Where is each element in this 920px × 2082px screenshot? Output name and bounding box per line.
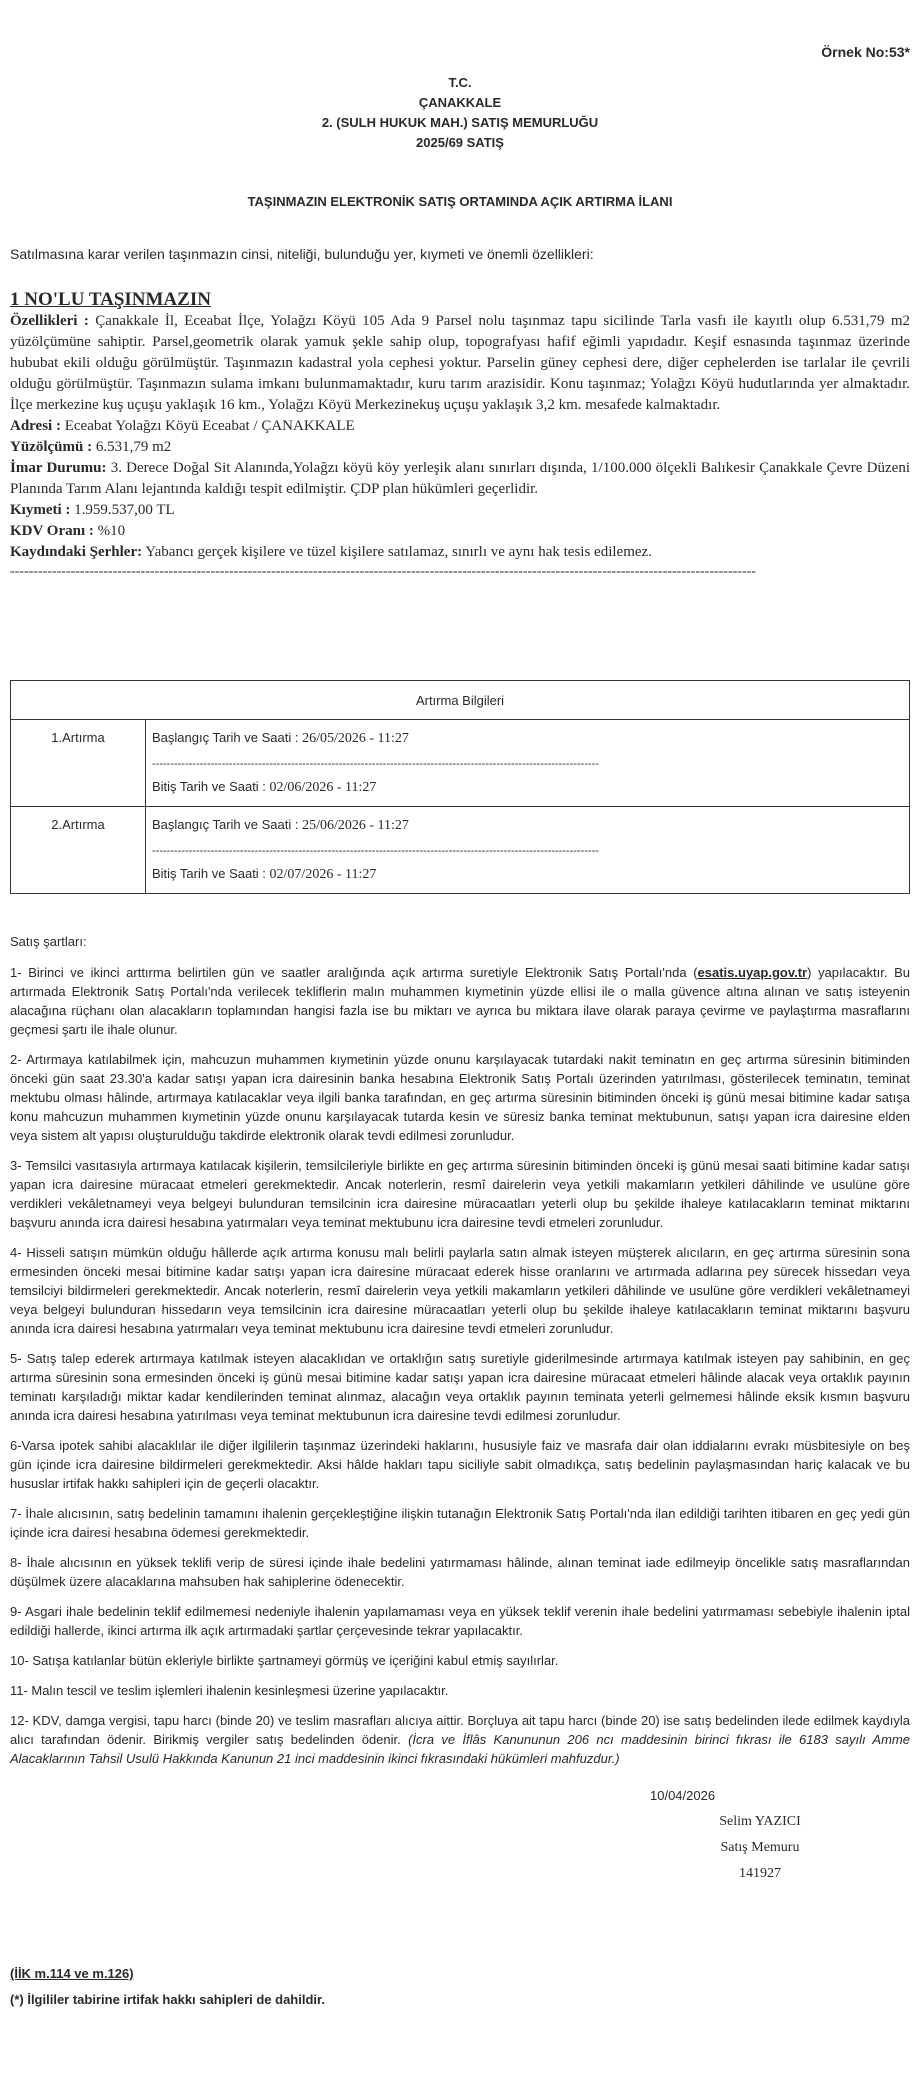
restrictions-label: Kaydındaki Şerhler: bbox=[10, 544, 143, 560]
document-header bbox=[10, 73, 910, 153]
header-line-city: ÇANAKKALE bbox=[418, 95, 502, 110]
term-2: 2- Artırmaya katılabilmek için, mahcuzun muhammen kıymetinin yüzde onunu karşılayacak tutardaki nakit teminatın en geç artırma süresinin bitiminden önceki gün saat 23.30'a kadar satışı yapan icra dairesinin banka hesabına Elektronik Satış Portalı üzerinden yatırılması, gösterilecek teminatın, teminat mektubu olması hâlinde, artırmaya katılacaklar veya ilgili banka tarafından, en geç artırma süresinin bitiminden önceki iş günü mesai bitimine kadar satışa konu mahcuzun muhammen kıymetinin yüzde onunu karşılayacak tutarda kesin ve süresiz banka teminat mektubunun, satışı yapan icra dairesine elden veya sistem alt yapısı oluşturulduğu takdirde elektronik olarak tevdi edilmesi zorunludur. bbox=[10, 1052, 910, 1143]
zoning-text: 3. Derece Doğal Sit Alanında,Yolağzı köyü köy yerleşik alanı sınırları dışında, 1/100.000 ölçekli Balıkesir Çanakkale Çevre Düzeni Planında Tarım Alanı lejantında kaldığı tespit edilmiştir. ÇDP plan hükümleri geçerlidir. bbox=[10, 460, 911, 497]
address-label: Adresi : bbox=[10, 418, 61, 434]
property-restrictions bbox=[10, 542, 910, 563]
vat-text: %10 bbox=[93, 523, 126, 539]
header-line-office: 2. (SULH HUKUK MAH.) SATIŞ MEMURLUĞU bbox=[321, 115, 599, 130]
restrictions-text: Yabancı gerçek kişilere ve tüzel kişilere satılamaz, sınırlı ve aynı hak tesis edilemez. bbox=[142, 544, 652, 560]
property-section bbox=[10, 289, 910, 581]
term-1: 1- Birinci ve ikinci arttırma belirtilen gün ve saatler aralığında açık artırma suretiyle Elektronik Satış Portalı'nda (esatis.uyap.gov.tr) yapılacaktır. Bu artırmada Elektronik Satış Portalı'nda verilecek tekliflerin malın muhammen kıymetinin yüzde ellisi ile o malla güvence altına alınan ve satış isteyenin alacağına rüçhanı olan alacakların toplamından hangisi fazla ise bu miktarı ve ayrıca bu miktara ilave olarak paraya çevirme ve paylaştırma masraflarını geçmesi şartı ile ihale olunur. bbox=[10, 965, 910, 1037]
auction-start-value: 26/05/2026 - 11:27 bbox=[302, 731, 409, 746]
auction-round-dates bbox=[146, 807, 910, 894]
zoning-label: İmar Durumu: bbox=[10, 460, 107, 476]
header-line-file-no: 2025/69 SATIŞ bbox=[416, 135, 504, 150]
auction-separator: -------------------------------------------------------------------------------------------------------------------------- bbox=[152, 845, 599, 857]
law-reference: (İİK m.114 ve m.126) bbox=[10, 1966, 134, 1981]
auction-start-value: 25/06/2026 - 11:27 bbox=[302, 818, 409, 833]
footnote: (*) İlgililer tabirine irtifak hakkı sahipleri de dahildir. bbox=[10, 1992, 325, 2007]
property-address bbox=[10, 416, 910, 437]
term-5: 5- Satış talep ederek artırmaya katılmak isteyen alacaklıdan ve ortaklığın satış suretiyle giderilmesinde artırmaya katılmak isteyen pay sahibinin, en geç artırma süresinin sona ermesinden önceki iş günü mesai bitimine kadar satışı yapan icra dairesine müracaat etmeleri hâlinde alacak veya ortaklık payının teminatı karşıladığı miktar kadar kendilerinden teminat alınmaz, alacağın veya ortaklık payının teminata yeterli gelmemesi hâlinde eksik kısmın başvuru anında icra dairesi hesabına yatırılması veya teminat mektubunun icra dairesine tevdi edilmesi zorunludur. bbox=[10, 1351, 910, 1423]
auction-end-value: 02/06/2026 - 11:27 bbox=[269, 780, 377, 795]
term-6: 6-Varsa ipotek sahibi alacaklılar ile diğer ilgililerin taşınmaz üzerindeki haklarını, hususiyle faiz ve masrafa dair olan iddialarını evrakı müsbitesiyle on beş gün içinde icra dairesine bildirmeleri gerekmektedir. Aksi hâlde hakları tapu siciliyle sabit olmadıkça, satış bedelinin paylaşmasından hariç kalacak ve bu hususlar irtifak hakkı sahipleri için de geçerli olacaktır. bbox=[10, 1438, 910, 1491]
vat-label: KDV Oranı : bbox=[10, 523, 94, 539]
intro-text: Satılmasına karar verilen taşınmazın cinsi, niteliği, bulunduğu yer, kıymeti ve önemli özellikleri: bbox=[10, 246, 594, 262]
document-date: 10/04/2026 bbox=[650, 1788, 716, 1803]
auction-round-row bbox=[11, 807, 910, 894]
address-text: Eceabat Yolağzı Köyü Eceabat / ÇANAKKALE bbox=[60, 418, 355, 434]
auction-end: Bitiş Tarih ve Saati : 02/07/2026 - 11:27 bbox=[152, 866, 377, 882]
term-7: 7- İhale alıcısının, satış bedelinin tamamını ihalenin gerçekleştiğine ilişkin tutanağın Elektronik Satış Portalı'nda ilan edildiği tarihten itibaren en geç yedi gün içinde icra dairesi hesabına ödemesi gerekmektedir. bbox=[10, 1506, 910, 1540]
term-8: 8- İhale alıcısının en yüksek teklifi verip de süresi içinde ihale bedelini yatırmaması hâlinde, alınan teminat iade edilmeyip öncelikle satış masraflarından düşülmek üzere alacaklarına mahsuben hak sahiplerine ödenecektir. bbox=[10, 1555, 910, 1589]
area-text: 6.531,79 m2 bbox=[92, 439, 172, 455]
term-12: 12- KDV, damga vergisi, tapu harcı (binde 20) ve teslim masrafları alıcıya aittir. Borçluya ait tapu harcı (binde 20) ise satış bedelinden ilede edilmek kaydıyla alıcı tarafından ödenir. Birikmiş vergiler satış bedelinden ödenir. (İcra ve İflâs Kanununun 206 ncı maddesinin birinci fıkrası ile 6183 sayılı Amme Alacaklarının Tahsil Usulü Hakkında Kanunun 21 inci maddesinin ikinci fıkrasındaki hükümleri mahfuzdur.) bbox=[10, 1713, 910, 1766]
property-vat bbox=[10, 521, 910, 542]
officer-id: 141927 bbox=[739, 1866, 781, 1881]
auction-separator: -------------------------------------------------------------------------------------------------------------------------- bbox=[152, 758, 599, 770]
property-heading: 1 NO'LU TAŞINMAZIN bbox=[10, 289, 211, 310]
sample-number: Örnek No:53* bbox=[821, 44, 910, 60]
value-text: 1.959.537,00 TL bbox=[70, 502, 175, 518]
auction-info-table bbox=[10, 680, 910, 894]
term-9: 9- Asgari ihale bedelinin teklif edilmemesi nedeniyle ihalenin yapılamaması veya en yüksek teklif verenin ihale bedelini yatırmaması sebebiyle ihalenin iptal edildiği hallerde, ikinci artırma ilk açık artırmadaki şartlar çerçevesinde tekrar yapılacaktır. bbox=[10, 1604, 910, 1638]
officer-title: Satış Memuru bbox=[720, 1840, 800, 1855]
auction-round-row bbox=[11, 720, 910, 807]
auction-round-label: 1.Artırma bbox=[11, 720, 146, 807]
auction-start: Başlangıç Tarih ve Saati : 26/05/2026 - 11:27 bbox=[152, 730, 409, 746]
features-text: Çanakkale İl, Eceabat İlçe, Yolağzı Köyü 105 Ada 9 Parsel nolu taşınmaz tapu sicilinde Tarla vasfı ile kayıtlı olup 6.531,79 m2 yüzölçümüne sahiptir. Parsel,geometrik olarak yamuk şekle sahip olup, topografyası hafif eğimli yapıdadır. Keşif esnasında taşınmaz üzerinde hububat ekili olduğu görülmüştür. Taşınmazın kadastral yola cephesi yoktur. Parselin güney cephesi dere, diğer cephelerden ise tarlalar ile çevrili olduğu görülmüştür. Taşınmazın sulama imkanı bulunmamaktadır, kuru tarım arazisidir. Konu taşınmaz; Yolağzı Köyü hudutlarında yer almaktadır. İlçe merkezine kuş uçuşu yaklaşık 16 km., Yolağzı Köyü Merkezinekuş uçuşu yaklaşık 3,2 km. mesafede kalmaktadır. bbox=[10, 313, 910, 413]
auction-start: Başlangıç Tarih ve Saati : 25/06/2026 - 11:27 bbox=[152, 817, 409, 833]
esatis-portal-link[interactable]: esatis.uyap.gov.tr bbox=[697, 965, 808, 980]
header-line-tc: T.C. bbox=[448, 75, 472, 90]
property-divider: ---------------------------------------------------------------------------------------------------------------------------------------------------------------- bbox=[10, 564, 756, 579]
term-10: 10- Satışa katılanlar bütün ekleriyle birlikte şartnameyi görmüş ve içeriğini kabul etmiş sayılırlar. bbox=[10, 1653, 559, 1668]
officer-name: Selim YAZICI bbox=[719, 1814, 801, 1829]
property-features bbox=[10, 311, 910, 416]
sale-terms bbox=[10, 932, 910, 1779]
area-label: Yüzölçümü : bbox=[10, 439, 93, 455]
terms-heading: Satış şartları: bbox=[10, 934, 87, 949]
auction-round-dates bbox=[146, 720, 910, 807]
term-3: 3- Temsilci vasıtasıyla artırmaya katılacak kişilerin, temsilcileriyle birlikte en geç artırma süresinin bitiminden önceki iş günü mesai saati bitimine kadar satışı yapan icra dairesine müracaat etmeleri gerekmektedir. Ancak noterlerin, resmî dairelerin veya yetkili makamların yetkileri dâhilinde ve usulüne göre verdikleri vekâletnameyi veya belgeyi bulunduran temsilcinin icra dairesine müracaatları yeterli olup bu şekilde ihaleye katılacakların teminat miktarını başvuru anında icra dairesi hesabına yatırmaları veya teminat mektubunu icra dairesine tevdi etmeleri zorunludur. bbox=[10, 1158, 910, 1230]
auction-end-value: 02/07/2026 - 11:27 bbox=[269, 867, 377, 882]
auction-round-label: 2.Artırma bbox=[11, 807, 146, 894]
property-value bbox=[10, 500, 910, 521]
property-area bbox=[10, 437, 910, 458]
auction-table-header: Artırma Bilgileri bbox=[11, 681, 910, 720]
announcement-title: TAŞINMAZIN ELEKTRONİK SATIŞ ORTAMINDA AÇIK ARTIRMA İLANI bbox=[247, 194, 673, 209]
auction-end: Bitiş Tarih ve Saati : 02/06/2026 - 11:27 bbox=[152, 779, 377, 795]
property-zoning bbox=[10, 458, 910, 500]
term-4: 4- Hisseli satışın mümkün olduğu hâllerde açık artırma konusu malı belirli paylarla satın almak isteyen müşterek alıcıların, en geç artırma süresinin sona ermesinden önceki mesai bitimine kadar satışı yapan icra dairesine müracaat ederek hisse oranlarını ve artırmada adlarına pey sürecek hissedarı veya temsilciyi bildirmeleri gerekmektedir. Ancak noterlerin, resmî dairelerin veya yetkili makamların yetkileri dâhilinde ve usulüne göre verdikleri vekâletnameyi veya belgeyi bulunduran hissedarın veya temsilcinin icra dairesine müracaatları yeterli olup bu şekilde ihaleye katılacakların teminat miktarını başvuru anında icra dairesi hesabına yatırmaları veya teminat mektubunu icra dairesine tevdi etmeleri zorunludur. bbox=[10, 1245, 910, 1336]
term-12-legal-note: (İcra ve İflâs Kanununun 206 ncı maddesinin birinci fıkrası ile 6183 sayılı Amme Alacaklarının Tahsil Usulü Hakkında Kanunun 21 inci maddesinin ikinci fıkrasındaki hükümleri mahfuzdur.) bbox=[10, 1732, 910, 1766]
term-11: 11- Malın tescil ve teslim işlemleri ihalenin kesinleşmesi üzerine yapılacaktır. bbox=[10, 1683, 449, 1698]
value-label: Kıymeti : bbox=[10, 502, 71, 518]
features-label: Özellikleri : bbox=[10, 313, 89, 329]
